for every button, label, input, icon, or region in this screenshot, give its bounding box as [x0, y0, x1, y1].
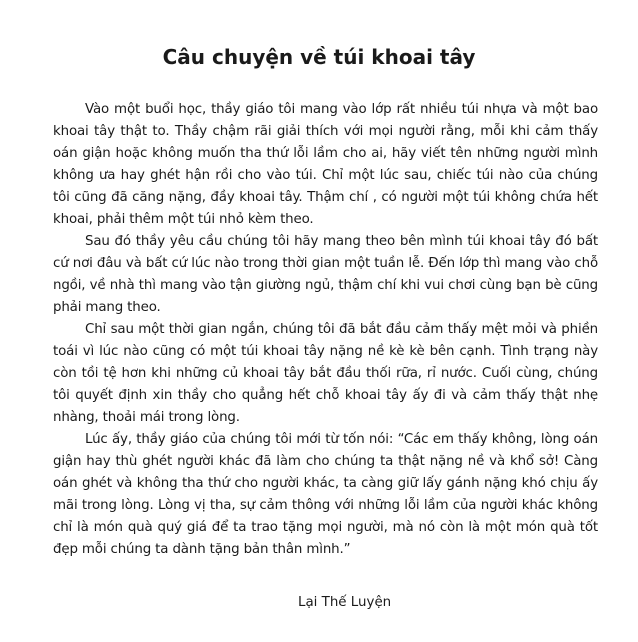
paragraph-4: Lúc ấy, thầy giáo của chúng tôi mới từ tốn nói: “Các em thấy không, lòng oán giận hay thù ghét người khác đã làm cho chúng ta thật nặng nề và khổ sở! Càng oán ghét và không tha thứ cho người khác, ta càng giữ lấy gánh nặng khó chịu ấy mãi trong lòng. Lòng vị tha, sự cảm thông với những lỗi lầm của người khác không chỉ là món quà quý giá để ta trao tặng mọi người, mà nó còn là một món quà tốt đẹp mỗi chúng ta dành tặng bản thân mình.” [53, 432, 598, 557]
paragraph-3: Chỉ sau một thời gian ngắn, chúng tôi đã bắt đầu cảm thấy mệt mỏi và phiền toái vì lúc nào cũng có một túi khoai tây nặng nề kè kè bên cạnh. Tình trạng này còn tồi tệ hơn khi những củ khoai tây bắt đầu thối rữa, rỉ nước. Cuối cùng, chúng tôi quyết định xin thầy cho quẳng hết chỗ khoai tây ấy đi và cảm thấy thật nhẹ nhàng, thoải mái trong lòng. [53, 322, 598, 425]
paragraph-2: Sau đó thầy yêu cầu chúng tôi hãy mang theo bên mình túi khoai tây đó bất cứ nơi đâu và bất cứ lúc nào trong thời gian một tuần lễ. Đến lớp thì mang vào chỗ ngồi, về nhà thì mang vào tận giường ngủ, thậm chí khi vui chơi cùng bạn bè cũng phải mang theo. [53, 234, 598, 315]
story-body [53, 99, 598, 561]
story-title: Câu chuyện về túi khoai tây [162, 45, 476, 69]
paragraph-1: Vào một buổi học, thầy giáo tôi mang vào lớp rất nhiều túi nhựa và một bao khoai tây thật to. Thầy chậm rãi giải thích với mọi người rằng, mỗi khi cảm thấy oán giận hoặc không muốn tha thứ lỗi lầm cho ai, hãy viết tên những người mình không ưa hay ghét hận rồi cho vào túi. Chỉ một lúc sau, chiếc túi nào của chúng tôi cũng đã căng nặng, đầy khoai tây. Thậm chí , có người một túi không chứa hết khoai, phải thêm một túi nhỏ kèm theo. [53, 102, 598, 227]
author-name: Lại Thế Luyện [298, 595, 392, 610]
